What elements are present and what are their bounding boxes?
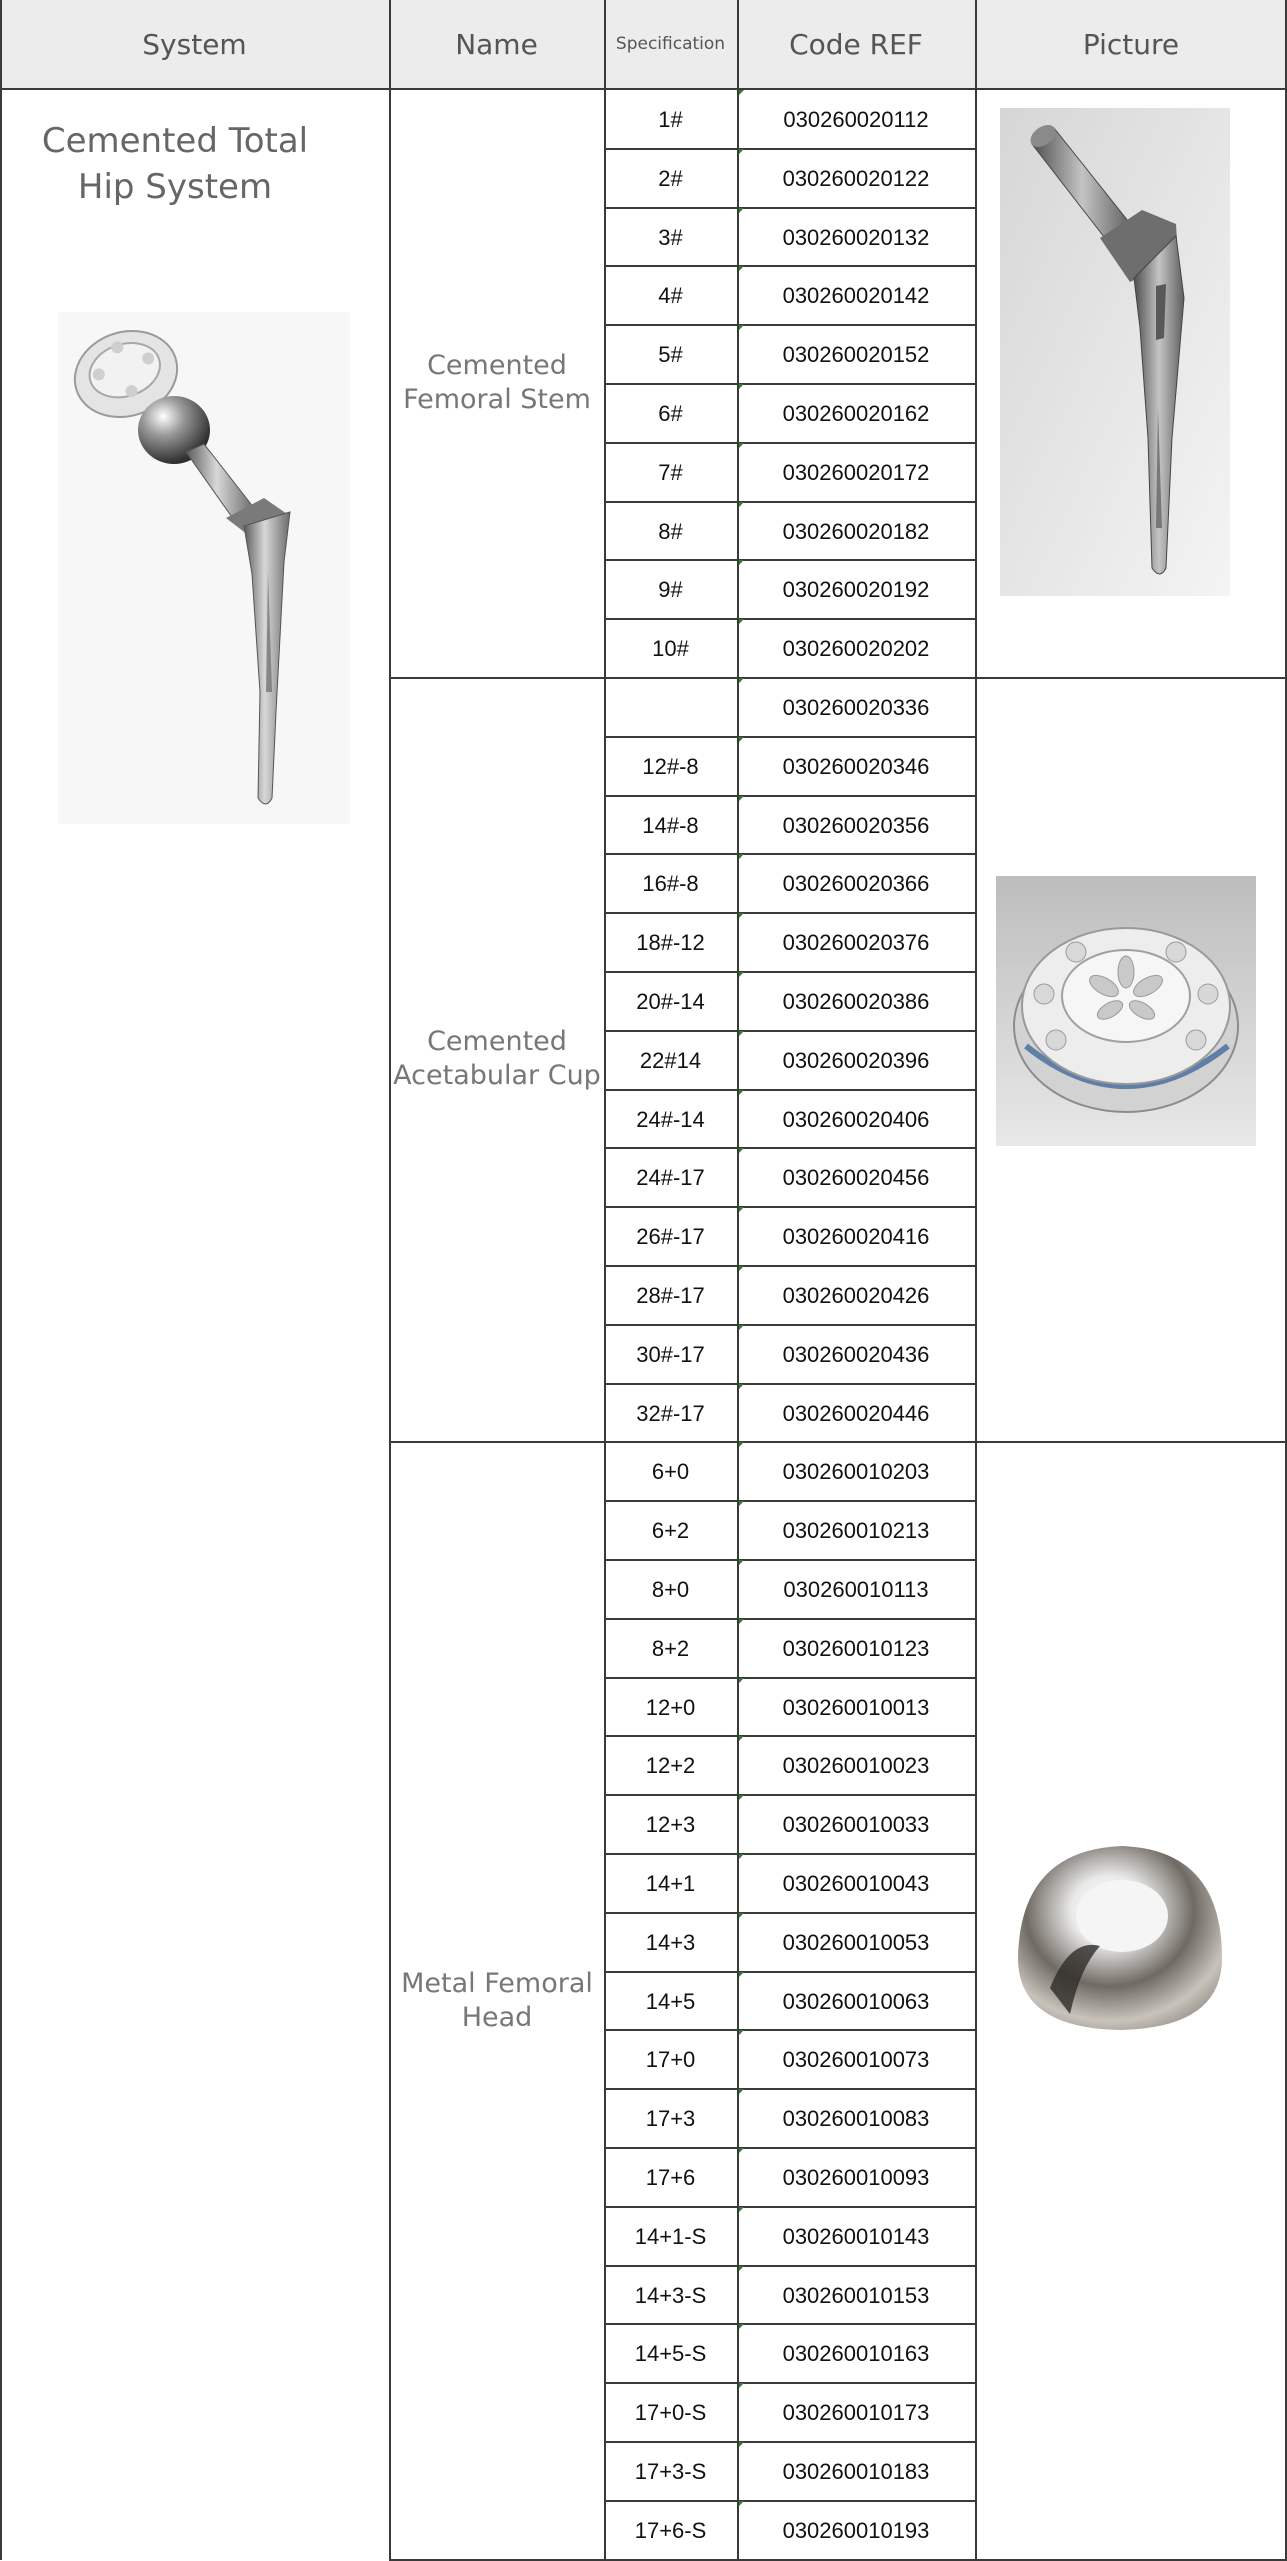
code-ref-cell: 030260010093 (737, 2148, 975, 2207)
code-ref-cell: 030260020426 (737, 1266, 975, 1325)
code-ref-cell: 030260020142 (737, 266, 975, 325)
spec-cell: 16#-8 (642, 870, 699, 896)
spec-cell: 12+2 (645, 1752, 696, 1778)
spec-cell: 14+5-S (634, 2340, 707, 2366)
spec-cell: 8+2 (651, 1635, 690, 1661)
code-ref-cell: 030260020336 (737, 678, 975, 737)
spec-cell: 14+1-S (634, 2223, 707, 2249)
femoral-stem-icon (1000, 108, 1230, 596)
code-ref-cell: 030260010063 (737, 1972, 975, 2031)
spec-cell: 14#-8 (642, 812, 699, 838)
code-ref-cell: 030260010173 (737, 2383, 975, 2442)
column-divider (0, 0, 2, 2560)
code-ref-cell: 030260020112 (737, 90, 975, 149)
code-ref-cell: 030260020396 (737, 1031, 975, 1090)
code-ref-cell: 030260020132 (737, 208, 975, 267)
code-ref-cell: 030260010123 (737, 1619, 975, 1678)
spec-cell: 6+2 (651, 1517, 690, 1543)
code-ref-cell: 030260020456 (737, 1148, 975, 1207)
code-ref-cell: 030260010023 (737, 1736, 975, 1795)
code-ref-cell: 030260020406 (737, 1090, 975, 1149)
code-ref-cell: 030260010033 (737, 1795, 975, 1854)
code-ref-cell: 030260020376 (737, 913, 975, 972)
system-title-line1: Cemented Total (41, 121, 309, 161)
spec-cell: 17+3-S (634, 2458, 707, 2484)
metal-femoral-head-icon (1010, 1838, 1230, 2048)
code-ref-cell: 030260010163 (737, 2324, 975, 2383)
spec-cell: 14+3-S (634, 2282, 707, 2308)
hip-implant-assembly-icon (58, 312, 350, 824)
code-ref-cell: 030260020416 (737, 1207, 975, 1266)
spec-cell: 12+0 (645, 1694, 696, 1720)
spec-cell: 6# (658, 400, 683, 426)
spec-cell: 8# (658, 518, 683, 544)
spec-cell: 17+6-S (634, 2517, 707, 2543)
code-ref-cell: 030260010143 (737, 2207, 975, 2266)
code-ref-cell: 030260020436 (737, 1325, 975, 1384)
code-ref-cell: 030260020346 (737, 737, 975, 796)
spec-cell: 7# (658, 459, 683, 485)
spec-cell: 9# (658, 576, 683, 602)
group-name-metal-femoral-head (390, 1442, 604, 2560)
spec-cell: 24#-14 (636, 1106, 705, 1132)
code-ref-cell: 030260020446 (737, 1384, 975, 1443)
spec-cell: 28#-17 (636, 1282, 705, 1308)
code-ref-cell: 030260010043 (737, 1854, 975, 1913)
spec-cell: 22#14 (639, 1047, 702, 1073)
column-divider (975, 0, 977, 2560)
spec-cell: 14+3 (645, 1929, 696, 1955)
spec-cell: 6+0 (651, 1458, 690, 1484)
code-ref-cell: 030260020172 (737, 443, 975, 502)
system-title (20, 118, 330, 210)
code-ref-cell: 030260010193 (737, 2501, 975, 2560)
header-system: System (0, 0, 389, 90)
header-picture: Picture (975, 0, 1287, 90)
spec-cell: 24#-17 (636, 1164, 705, 1190)
code-ref-cell: 030260020122 (737, 149, 975, 208)
spec-cell: 17+6 (645, 2164, 696, 2190)
header-specification: Specification (604, 0, 737, 90)
acetabular-cup-icon (996, 876, 1256, 1146)
group-name-line1: Cemented (427, 350, 567, 381)
code-ref-cell: 030260010183 (737, 2442, 975, 2501)
column-divider (604, 0, 606, 2560)
group-name-femoral-stem (390, 90, 604, 676)
code-ref-cell: 030260020386 (737, 972, 975, 1031)
spec-cell: 5# (658, 341, 683, 367)
group-name-line1: Cemented (427, 1026, 567, 1057)
column-divider (389, 0, 391, 2560)
system-title-line2: Hip System (77, 167, 273, 207)
spec-cell: 14+5 (645, 1988, 696, 2014)
group-name-acetabular-cup (390, 676, 604, 1442)
code-ref-cell: 030260020202 (737, 619, 975, 678)
group-name-line1: Metal Femoral (401, 1968, 593, 1999)
spec-cell: 30#-17 (636, 1341, 705, 1367)
spec-cell: 1# (658, 106, 683, 132)
code-ref-cell: 030260010203 (737, 1442, 975, 1501)
spec-cell: 12+3 (645, 1811, 696, 1837)
spec-cell: 3# (658, 224, 683, 250)
spec-cell: 17+0 (645, 2046, 696, 2072)
spec-cell: 26#-17 (636, 1223, 705, 1249)
header-name: Name (389, 0, 604, 90)
code-ref-cell: 030260010083 (737, 2089, 975, 2148)
spec-cell: 14+1 (645, 1870, 696, 1896)
code-ref-cell: 030260010113 (737, 1560, 975, 1619)
code-ref-cell: 030260020162 (737, 384, 975, 443)
group-name-line2: Head (461, 2002, 533, 2033)
code-ref-cell: 030260010213 (737, 1501, 975, 1560)
code-ref-cell: 030260010053 (737, 1913, 975, 1972)
group-name-line2: Femoral Stem (403, 384, 591, 415)
code-ref-cell: 030260020192 (737, 560, 975, 619)
code-ref-cell: 030260010073 (737, 2030, 975, 2089)
spec-cell: 4# (658, 282, 683, 308)
column-divider (737, 0, 739, 2560)
spec-cell: 18#-12 (636, 929, 705, 955)
code-ref-cell: 030260020356 (737, 796, 975, 855)
code-ref-cell: 030260020182 (737, 502, 975, 561)
spec-cell: 8+0 (651, 1576, 690, 1602)
spec-cell: 32#-17 (636, 1400, 705, 1426)
spec-cell: 2# (658, 165, 683, 191)
spec-cell: 17+0-S (634, 2399, 707, 2425)
spec-cell (604, 678, 737, 737)
code-ref-cell: 030260020366 (737, 854, 975, 913)
code-ref-cell: 030260020152 (737, 325, 975, 384)
group-name-line2: Acetabular Cup (393, 1060, 601, 1091)
spec-cell: 12#-8 (642, 753, 699, 779)
spec-cell: 20#-14 (636, 988, 705, 1014)
spec-cell: 17+3 (645, 2105, 696, 2131)
header-code-ref: Code REF (737, 0, 975, 90)
code-ref-cell: 030260010013 (737, 1678, 975, 1737)
spec-cell: 10# (652, 635, 689, 661)
code-ref-cell: 030260010153 (737, 2266, 975, 2325)
